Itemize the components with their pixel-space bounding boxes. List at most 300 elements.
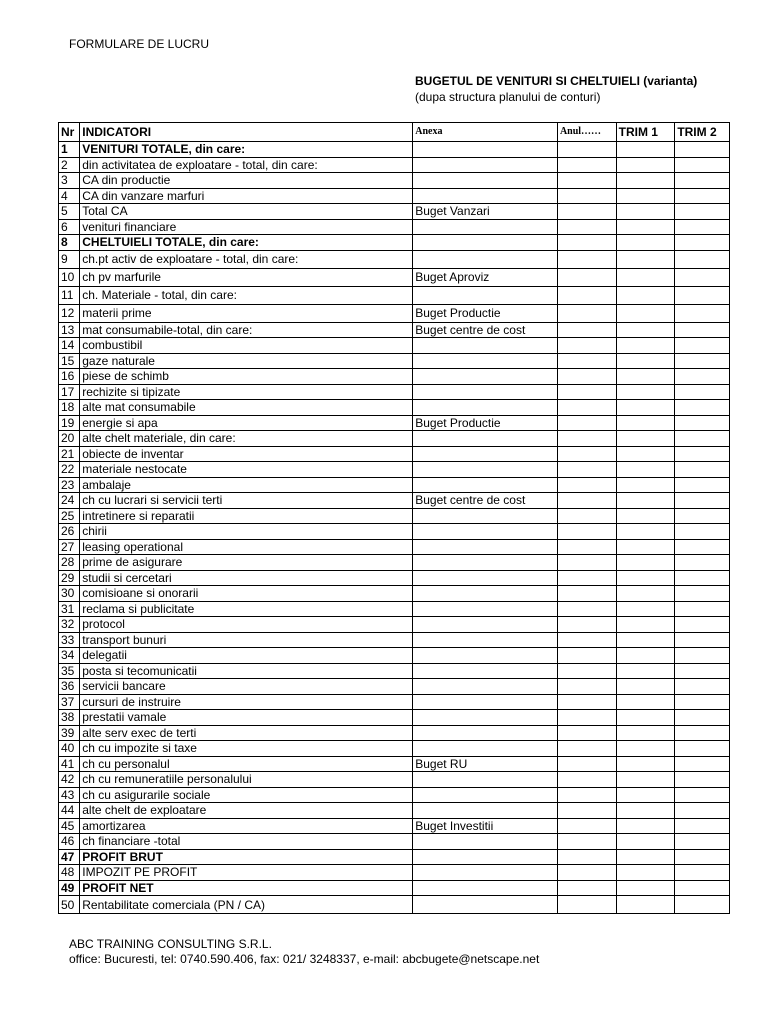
row-trim2-cell <box>675 400 730 416</box>
row-indicator: servicii bancare <box>80 679 413 695</box>
table-row <box>59 322 730 338</box>
title-block <box>415 74 697 104</box>
row-nr: 43 <box>59 787 80 803</box>
row-anul-cell <box>557 772 616 788</box>
row-anul-cell <box>557 632 616 648</box>
row-anexa <box>413 632 558 648</box>
row-nr: 11 <box>59 286 80 304</box>
row-anul-cell <box>557 415 616 431</box>
row-trim1-cell <box>616 338 675 354</box>
form-label: FORMULARE DE LUCRU <box>69 37 210 51</box>
table-row <box>59 710 730 726</box>
row-indicator: protocol <box>80 617 413 633</box>
table-row <box>59 679 730 695</box>
row-trim1-cell <box>616 865 675 881</box>
row-trim2-cell <box>675 787 730 803</box>
row-nr: 6 <box>59 219 80 235</box>
row-trim2-cell <box>675 756 730 772</box>
row-indicator: alte chelt materiale, din care: <box>80 431 413 447</box>
row-indicator: combustibil <box>80 338 413 354</box>
row-trim1-cell <box>616 725 675 741</box>
table-row <box>59 462 730 478</box>
row-nr: 20 <box>59 431 80 447</box>
row-anul-cell <box>557 322 616 338</box>
row-indicator: materii prime <box>80 304 413 322</box>
row-trim2-cell <box>675 725 730 741</box>
row-trim2-cell <box>675 204 730 220</box>
row-nr: 44 <box>59 803 80 819</box>
row-nr: 9 <box>59 250 80 268</box>
row-trim1-cell <box>616 632 675 648</box>
row-nr: 13 <box>59 322 80 338</box>
row-trim1-cell <box>616 834 675 850</box>
row-trim1-cell <box>616 570 675 586</box>
row-indicator: ambalaje <box>80 477 413 493</box>
row-anul-cell <box>557 235 616 251</box>
row-anul-cell <box>557 555 616 571</box>
row-trim2-cell <box>675 632 730 648</box>
row-anul-cell <box>557 896 616 914</box>
table-row <box>59 787 730 803</box>
row-trim1-cell <box>616 493 675 509</box>
row-trim2-cell <box>675 353 730 369</box>
row-trim1-cell <box>616 818 675 834</box>
row-trim2-cell <box>675 304 730 322</box>
table-row <box>59 694 730 710</box>
row-nr: 15 <box>59 353 80 369</box>
row-anexa <box>413 772 558 788</box>
row-nr: 22 <box>59 462 80 478</box>
row-anul-cell <box>557 477 616 493</box>
column-header-trim1: TRIM 1 <box>616 123 675 142</box>
row-anul-cell <box>557 250 616 268</box>
row-trim2-cell <box>675 803 730 819</box>
row-trim1-cell <box>616 431 675 447</box>
row-trim2-cell <box>675 142 730 158</box>
table-row <box>59 286 730 304</box>
row-trim2-cell <box>675 369 730 385</box>
table-row <box>59 803 730 819</box>
row-anexa <box>413 849 558 865</box>
row-nr: 38 <box>59 710 80 726</box>
row-trim2-cell <box>675 880 730 896</box>
table-row <box>59 555 730 571</box>
column-header-indicatori: INDICATORI <box>80 123 413 142</box>
row-anul-cell <box>557 508 616 524</box>
table-row <box>59 570 730 586</box>
row-anexa <box>413 188 558 204</box>
table-row <box>59 400 730 416</box>
row-indicator: posta si tecomunicatii <box>80 663 413 679</box>
row-trim1-cell <box>616 648 675 664</box>
row-trim2-cell <box>675 539 730 555</box>
row-nr: 19 <box>59 415 80 431</box>
row-indicator: ch financiare -total <box>80 834 413 850</box>
row-trim1-cell <box>616 741 675 757</box>
row-anexa <box>413 338 558 354</box>
row-nr: 8 <box>59 235 80 251</box>
row-anul-cell <box>557 818 616 834</box>
table-row <box>59 477 730 493</box>
row-nr: 41 <box>59 756 80 772</box>
row-trim2-cell <box>675 865 730 881</box>
document-subtitle: (dupa structura planului de conturi) <box>415 90 601 104</box>
row-nr: 1 <box>59 142 80 158</box>
row-trim1-cell <box>616 710 675 726</box>
table-row <box>59 524 730 540</box>
row-trim2-cell <box>675 235 730 251</box>
row-trim2-cell <box>675 268 730 286</box>
row-indicator: ch cu asigurarile sociale <box>80 787 413 803</box>
table-row <box>59 834 730 850</box>
row-anul-cell <box>557 188 616 204</box>
table-row <box>59 865 730 881</box>
table-row <box>59 648 730 664</box>
table-row <box>59 204 730 220</box>
row-indicator: Rentabilitate comerciala (PN / CA) <box>80 896 413 914</box>
row-anul-cell <box>557 539 616 555</box>
row-trim1-cell <box>616 880 675 896</box>
row-anul-cell <box>557 173 616 189</box>
row-trim2-cell <box>675 384 730 400</box>
row-trim1-cell <box>616 250 675 268</box>
row-nr: 32 <box>59 617 80 633</box>
row-trim2-cell <box>675 415 730 431</box>
footer-contact: office: Bucuresti, tel: 0740.590.406, fax: 021/ 3248337, e-mail: abcbugete@netscape.net <box>69 952 540 966</box>
row-indicator: IMPOZIT PE PROFIT <box>80 865 413 881</box>
row-anul-cell <box>557 338 616 354</box>
table-row <box>59 818 730 834</box>
row-trim1-cell <box>616 157 675 173</box>
row-trim1-cell <box>616 268 675 286</box>
row-anexa <box>413 803 558 819</box>
row-anul-cell <box>557 694 616 710</box>
row-trim1-cell <box>616 586 675 602</box>
row-anexa <box>413 586 558 602</box>
row-anul-cell <box>557 710 616 726</box>
row-indicator: prime de asigurare <box>80 555 413 571</box>
row-trim2-cell <box>675 849 730 865</box>
row-anexa <box>413 648 558 664</box>
row-trim1-cell <box>616 803 675 819</box>
row-nr: 4 <box>59 188 80 204</box>
row-anul-cell <box>557 679 616 695</box>
column-header-anul: Anul…… <box>557 123 616 142</box>
row-anul-cell <box>557 462 616 478</box>
row-nr: 33 <box>59 632 80 648</box>
row-anexa: Buget Vanzari <box>413 204 558 220</box>
row-anexa <box>413 235 558 251</box>
row-anexa <box>413 446 558 462</box>
row-indicator: alte serv exec de terti <box>80 725 413 741</box>
footer <box>69 937 539 967</box>
row-indicator: CA din vanzare marfuri <box>80 188 413 204</box>
row-anul-cell <box>557 446 616 462</box>
row-nr: 24 <box>59 493 80 509</box>
row-anul-cell <box>557 725 616 741</box>
row-anexa: Buget Investitii <box>413 818 558 834</box>
row-trim2-cell <box>675 250 730 268</box>
row-anexa <box>413 555 558 571</box>
table-row <box>59 508 730 524</box>
row-anul-cell <box>557 219 616 235</box>
row-anul-cell <box>557 570 616 586</box>
row-nr: 47 <box>59 849 80 865</box>
row-indicator: rechizite si tipizate <box>80 384 413 400</box>
row-anexa <box>413 462 558 478</box>
row-indicator: alte chelt de exploatare <box>80 803 413 819</box>
row-trim1-cell <box>616 384 675 400</box>
row-anul-cell <box>557 849 616 865</box>
row-indicator: ch pv marfurile <box>80 268 413 286</box>
row-nr: 5 <box>59 204 80 220</box>
row-anexa <box>413 570 558 586</box>
row-nr: 36 <box>59 679 80 695</box>
row-anul-cell <box>557 787 616 803</box>
row-anul-cell <box>557 286 616 304</box>
row-indicator: ch. Materiale - total, din care: <box>80 286 413 304</box>
row-anexa <box>413 142 558 158</box>
row-anexa <box>413 834 558 850</box>
table-row <box>59 493 730 509</box>
row-trim1-cell <box>616 555 675 571</box>
row-indicator: piese de schimb <box>80 369 413 385</box>
table-row <box>59 235 730 251</box>
table-row <box>59 219 730 235</box>
row-indicator: PROFIT BRUT <box>80 849 413 865</box>
row-anul-cell <box>557 304 616 322</box>
row-anexa <box>413 250 558 268</box>
row-trim2-cell <box>675 338 730 354</box>
row-anexa: Buget Aproviz <box>413 268 558 286</box>
row-anul-cell <box>557 756 616 772</box>
row-nr: 21 <box>59 446 80 462</box>
row-trim1-cell <box>616 235 675 251</box>
row-trim1-cell <box>616 400 675 416</box>
row-trim1-cell <box>616 663 675 679</box>
row-anexa <box>413 173 558 189</box>
row-anul-cell <box>557 586 616 602</box>
row-anul-cell <box>557 369 616 385</box>
column-header-nr: Nr <box>59 123 80 142</box>
table-row <box>59 849 730 865</box>
row-trim2-cell <box>675 524 730 540</box>
row-nr: 17 <box>59 384 80 400</box>
row-trim2-cell <box>675 188 730 204</box>
table-row <box>59 384 730 400</box>
row-indicator: energie si apa <box>80 415 413 431</box>
row-trim2-cell <box>675 710 730 726</box>
table-row <box>59 896 730 914</box>
row-anul-cell <box>557 524 616 540</box>
row-trim2-cell <box>675 493 730 509</box>
row-trim1-cell <box>616 679 675 695</box>
row-nr: 3 <box>59 173 80 189</box>
table-row <box>59 725 730 741</box>
table-row <box>59 157 730 173</box>
table-row <box>59 188 730 204</box>
row-nr: 16 <box>59 369 80 385</box>
row-nr: 25 <box>59 508 80 524</box>
column-header-trim2: TRIM 2 <box>675 123 730 142</box>
row-nr: 40 <box>59 741 80 757</box>
row-trim1-cell <box>616 415 675 431</box>
row-trim2-cell <box>675 586 730 602</box>
row-trim2-cell <box>675 648 730 664</box>
table-row <box>59 772 730 788</box>
row-indicator: studii si cercetari <box>80 570 413 586</box>
table-row <box>59 601 730 617</box>
row-indicator: VENITURI TOTALE, din care: <box>80 142 413 158</box>
row-trim1-cell <box>616 617 675 633</box>
row-indicator: obiecte de inventar <box>80 446 413 462</box>
row-anexa <box>413 865 558 881</box>
row-anul-cell <box>557 431 616 447</box>
row-trim1-cell <box>616 694 675 710</box>
row-trim1-cell <box>616 142 675 158</box>
row-indicator: materiale nestocate <box>80 462 413 478</box>
row-indicator: gaze naturale <box>80 353 413 369</box>
row-anexa <box>413 880 558 896</box>
row-indicator: alte mat consumabile <box>80 400 413 416</box>
row-nr: 46 <box>59 834 80 850</box>
row-nr: 2 <box>59 157 80 173</box>
row-anexa <box>413 710 558 726</box>
document-title: BUGETUL DE VENITURI SI CHELTUIELI (varianta) <box>415 74 698 88</box>
row-trim1-cell <box>616 462 675 478</box>
row-anexa <box>413 725 558 741</box>
row-indicator: ch cu impozite si taxe <box>80 741 413 757</box>
row-trim2-cell <box>675 157 730 173</box>
table-body <box>59 142 730 914</box>
row-trim2-cell <box>675 173 730 189</box>
row-trim1-cell <box>616 446 675 462</box>
row-nr: 23 <box>59 477 80 493</box>
row-trim1-cell <box>616 849 675 865</box>
row-nr: 12 <box>59 304 80 322</box>
row-anexa <box>413 741 558 757</box>
row-trim1-cell <box>616 322 675 338</box>
row-anul-cell <box>557 648 616 664</box>
row-anexa <box>413 539 558 555</box>
table-row <box>59 415 730 431</box>
row-trim2-cell <box>675 679 730 695</box>
table-row <box>59 268 730 286</box>
row-anexa <box>413 369 558 385</box>
row-nr: 18 <box>59 400 80 416</box>
row-anul-cell <box>557 617 616 633</box>
row-indicator: transport bunuri <box>80 632 413 648</box>
table-row <box>59 250 730 268</box>
row-trim1-cell <box>616 508 675 524</box>
row-trim2-cell <box>675 555 730 571</box>
row-anul-cell <box>557 493 616 509</box>
row-trim1-cell <box>616 204 675 220</box>
row-anexa <box>413 157 558 173</box>
table-row <box>59 539 730 555</box>
row-anexa <box>413 524 558 540</box>
row-anul-cell <box>557 204 616 220</box>
table-row <box>59 663 730 679</box>
row-trim2-cell <box>675 219 730 235</box>
row-anexa: Buget Productie <box>413 415 558 431</box>
row-nr: 37 <box>59 694 80 710</box>
row-anul-cell <box>557 865 616 881</box>
row-trim2-cell <box>675 322 730 338</box>
table-row <box>59 632 730 648</box>
row-nr: 48 <box>59 865 80 881</box>
row-nr: 39 <box>59 725 80 741</box>
row-anexa <box>413 601 558 617</box>
row-trim2-cell <box>675 896 730 914</box>
row-trim2-cell <box>675 663 730 679</box>
row-nr: 34 <box>59 648 80 664</box>
table-row <box>59 446 730 462</box>
row-trim1-cell <box>616 304 675 322</box>
row-indicator: chirii <box>80 524 413 540</box>
row-trim1-cell <box>616 524 675 540</box>
row-indicator: PROFIT NET <box>80 880 413 896</box>
row-anexa <box>413 787 558 803</box>
row-indicator: ch cu lucrari si servicii terti <box>80 493 413 509</box>
table-header-row <box>59 123 730 142</box>
row-anexa: Buget Productie <box>413 304 558 322</box>
row-anexa <box>413 353 558 369</box>
table-row <box>59 756 730 772</box>
row-trim1-cell <box>616 219 675 235</box>
row-indicator: comisioane si onorarii <box>80 586 413 602</box>
row-anexa <box>413 431 558 447</box>
row-indicator: ch.pt activ de exploatare - total, din care: <box>80 250 413 268</box>
row-trim2-cell <box>675 834 730 850</box>
row-indicator: Total CA <box>80 204 413 220</box>
row-trim2-cell <box>675 508 730 524</box>
row-nr: 28 <box>59 555 80 571</box>
column-header-anexa: Anexa <box>413 123 558 142</box>
row-indicator: prestatii vamale <box>80 710 413 726</box>
row-anexa <box>413 694 558 710</box>
row-indicator: leasing operational <box>80 539 413 555</box>
row-anul-cell <box>557 834 616 850</box>
row-nr: 50 <box>59 896 80 914</box>
row-trim2-cell <box>675 601 730 617</box>
row-anul-cell <box>557 353 616 369</box>
row-trim2-cell <box>675 617 730 633</box>
table-row <box>59 369 730 385</box>
row-nr: 42 <box>59 772 80 788</box>
footer-company: ABC TRAINING CONSULTING S.R.L. <box>69 937 272 951</box>
row-indicator: din activitatea de exploatare - total, din care: <box>80 157 413 173</box>
row-nr: 14 <box>59 338 80 354</box>
table-row <box>59 880 730 896</box>
row-trim2-cell <box>675 818 730 834</box>
row-trim1-cell <box>616 787 675 803</box>
table-row <box>59 304 730 322</box>
row-anul-cell <box>557 268 616 286</box>
row-anul-cell <box>557 157 616 173</box>
row-nr: 30 <box>59 586 80 602</box>
row-anexa <box>413 384 558 400</box>
table-row <box>59 353 730 369</box>
row-nr: 35 <box>59 663 80 679</box>
row-anexa <box>413 663 558 679</box>
row-trim1-cell <box>616 477 675 493</box>
row-trim2-cell <box>675 694 730 710</box>
row-anexa: Buget centre de cost <box>413 322 558 338</box>
row-trim1-cell <box>616 353 675 369</box>
table-row <box>59 173 730 189</box>
row-trim1-cell <box>616 173 675 189</box>
